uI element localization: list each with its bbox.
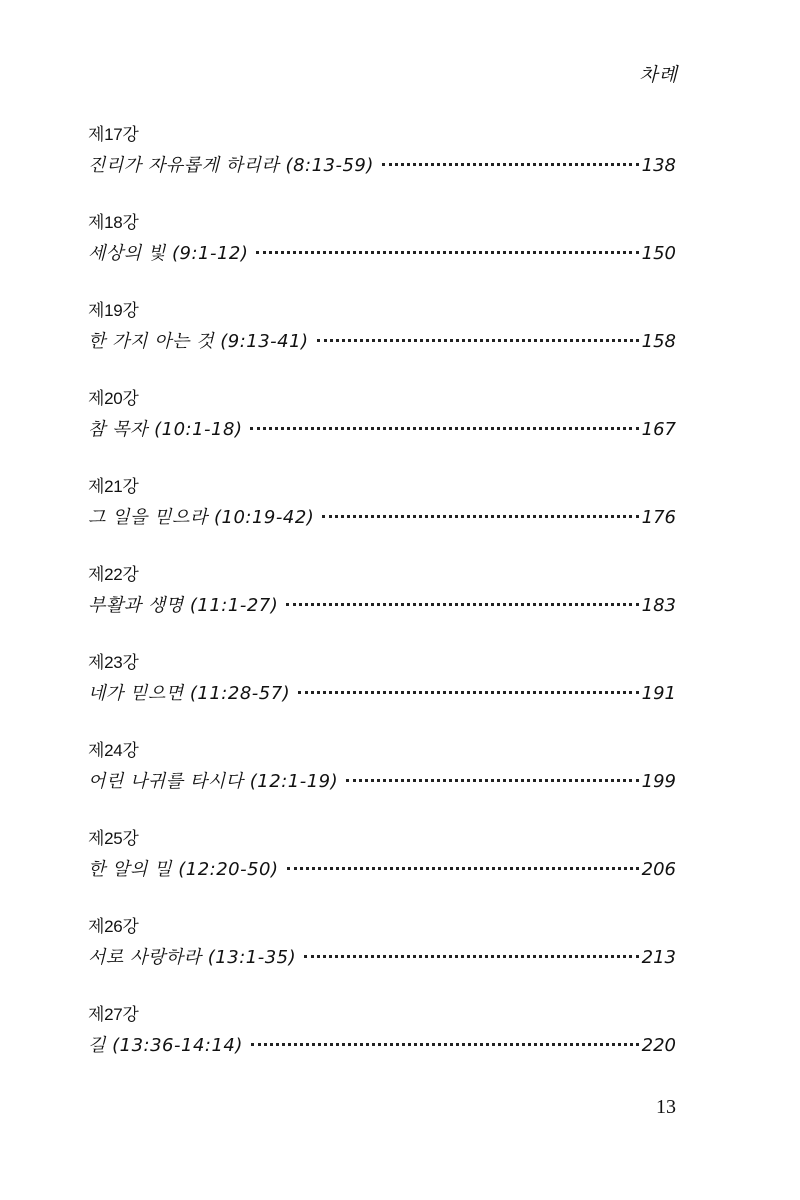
dot-leader	[304, 955, 639, 958]
dot-leader	[346, 779, 639, 782]
dot-leader	[251, 1043, 639, 1046]
toc-entry	[88, 212, 676, 300]
page-reference: 220	[641, 1035, 676, 1056]
page-reference: 138	[641, 155, 676, 176]
lecture-number: 제24강	[88, 741, 139, 760]
toc-entry	[88, 300, 676, 388]
toc-line	[88, 328, 676, 356]
lecture-number: 제17강	[88, 125, 139, 144]
toc-entry	[88, 916, 676, 1004]
chapter-title: 세상의 빛 (9:1-12)	[88, 243, 249, 264]
chapter-title: 길 (13:36-14:14)	[88, 1035, 243, 1056]
running-header: 차례	[639, 64, 678, 86]
page-reference: 167	[641, 419, 676, 440]
dot-leader	[317, 339, 639, 342]
chapter-title: 네가 믿으면 (11:28-57)	[88, 683, 291, 704]
lecture-number: 제19강	[88, 301, 139, 320]
dot-leader	[250, 427, 638, 430]
chapter-title: 서로 사랑하라 (13:1-35)	[88, 947, 297, 968]
toc-entry	[88, 124, 676, 212]
dot-leader	[286, 603, 638, 606]
toc-entry	[88, 828, 676, 916]
chapter-title: 어린 나귀를 타시다 (12:1-19)	[88, 771, 339, 792]
toc-entry	[88, 652, 676, 740]
page-reference: 199	[641, 771, 676, 792]
chapter-title: 그 일을 믿으라 (10:19-42)	[88, 507, 315, 528]
lecture-number: 제22강	[88, 565, 139, 584]
page-reference: 150	[641, 243, 676, 264]
page-reference: 183	[641, 595, 676, 616]
toc-line	[88, 768, 676, 796]
chapter-title: 부활과 생명 (11:1-27)	[88, 595, 279, 616]
page-reference: 213	[641, 947, 676, 968]
dot-leader	[287, 867, 639, 870]
page-reference: 176	[641, 507, 676, 528]
page-reference: 191	[641, 683, 676, 704]
toc-line	[88, 152, 676, 180]
chapter-title: 한 알의 밀 (12:20-50)	[88, 859, 279, 880]
toc-entry	[88, 1004, 676, 1092]
page-reference: 158	[641, 331, 676, 352]
lecture-number: 제27강	[88, 1005, 139, 1024]
lecture-number: 제25강	[88, 829, 139, 848]
dot-leader	[256, 251, 638, 254]
toc-entry	[88, 564, 676, 652]
toc-entry	[88, 740, 676, 828]
lecture-number: 제20강	[88, 389, 139, 408]
toc-line	[88, 504, 676, 532]
page-number: 13	[656, 1096, 676, 1118]
page-reference: 206	[641, 859, 676, 880]
toc-line	[88, 856, 676, 884]
toc-line	[88, 1032, 676, 1060]
lecture-number: 제21강	[88, 477, 139, 496]
toc-line	[88, 592, 676, 620]
dot-leader	[382, 163, 639, 166]
chapter-title: 한 가지 아는 것 (9:13-41)	[88, 331, 309, 352]
toc-line	[88, 680, 676, 708]
toc-line	[88, 944, 676, 972]
lecture-number: 제18강	[88, 213, 139, 232]
toc-line	[88, 416, 676, 444]
chapter-title: 참 목자 (10:1-18)	[88, 419, 243, 440]
lecture-number: 제23강	[88, 653, 139, 672]
table-of-contents	[88, 124, 676, 1092]
lecture-number: 제26강	[88, 917, 139, 936]
dot-leader	[298, 691, 638, 694]
dot-leader	[322, 515, 638, 518]
chapter-title: 진리가 자유롭게 하리라 (8:13-59)	[88, 155, 374, 176]
toc-entry	[88, 388, 676, 476]
toc-entry	[88, 476, 676, 564]
toc-line	[88, 240, 676, 268]
